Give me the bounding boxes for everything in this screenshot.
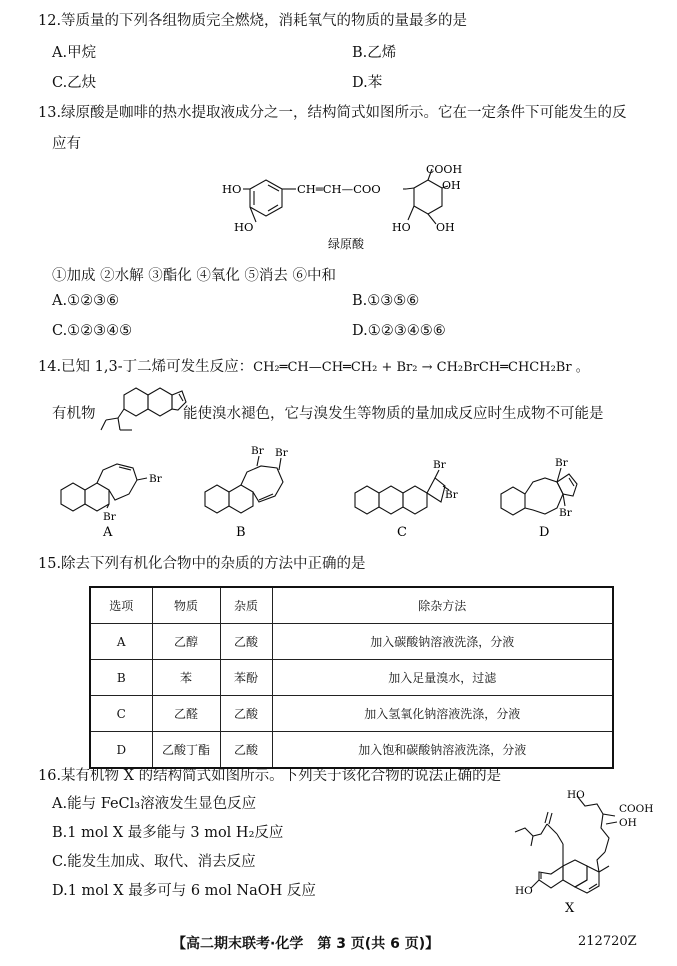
q12-option-a: A.甲烷 (52, 45, 97, 61)
q13-option-a: A.①②③⑥ (52, 293, 120, 309)
q13-option-c: C.①②③④⑤ (52, 323, 133, 339)
cell: 乙酸 (220, 624, 272, 660)
q16-option-b: B.1 mol X 最多能与 3 mol H₂反应 (52, 825, 284, 841)
q16-option-d: D.1 mol X 最多可与 6 mol NaOH 反应 (52, 883, 316, 899)
oh-label-2: OH (436, 221, 455, 234)
cell: 乙酸 (220, 696, 272, 732)
header-cell: 物质 (152, 587, 220, 624)
compound-name: X (565, 901, 575, 916)
q16-stem: 16.某有机物 X 的结构简式如图所示。下列关于该化合物的说法正确的是 (38, 768, 502, 784)
q14-stem (38, 355, 589, 376)
q13-reactions: ①加成 ②水解 ③酯化 ④氧化 ⑤消去 ⑥中和 (52, 268, 337, 284)
oh-label: OH (619, 817, 637, 829)
footer-code: 212720Z (578, 934, 637, 949)
q16-option-c: C.能发生加成、取代、消去反应 (52, 854, 256, 870)
q13-option-d: D.①②③④⑤⑥ (352, 323, 446, 339)
cell: 乙醛 (152, 696, 220, 732)
footer-page-info: 【高二期末联考·化学 第 3 页(共 6 页)】 (172, 936, 440, 952)
cooh-label: COOH (426, 163, 463, 176)
cooh-label: COOH (619, 803, 654, 815)
cell: 加入氢氧化钠溶液洗涤，分液 (272, 696, 613, 732)
header-cell: 杂质 (220, 587, 272, 624)
compound-x-structure (505, 788, 665, 928)
cell: 加入碳酸钠溶液洗涤，分液 (272, 624, 613, 660)
cell: 乙酸 (220, 732, 272, 769)
q16-option-a: A.能与 FeCl₃溶液发生显色反应 (52, 796, 257, 812)
q15-table (89, 586, 614, 769)
label-b: B (236, 525, 246, 540)
cell: 加入饱和碳酸钠溶液洗涤，分液 (272, 732, 613, 769)
header-cell: 选项 (90, 587, 152, 624)
ho-label-1: HO (222, 182, 242, 196)
cell: A (90, 624, 152, 660)
oh-label-1: OH (442, 179, 461, 192)
cell: 加入足量溴水，过滤 (272, 660, 613, 696)
structure-caption: 绿原酸 (328, 237, 365, 251)
cell: 乙酸丁酯 (152, 732, 220, 769)
br-label-c2: Br (445, 489, 458, 501)
cell: B (90, 660, 152, 696)
label-a: A (103, 525, 113, 540)
table-row (90, 696, 613, 732)
q12-option-b: B.乙烯 (352, 45, 397, 61)
table-row (90, 624, 613, 660)
ho-label-3: HO (392, 221, 411, 234)
label-c: C (397, 525, 407, 540)
q14-stem-prefix: 14.已知 1,3-丁二烯可发生反应： (38, 359, 254, 375)
q13-stem-line2: 应有 (52, 136, 81, 152)
q14-option-structures (45, 440, 645, 540)
q12-option-d: D.苯 (352, 75, 383, 91)
ho-label-top: HO (567, 789, 585, 801)
br-label-b1: Br (251, 445, 264, 457)
organic-molecule-structure (98, 382, 188, 436)
cell: 苯 (152, 660, 220, 696)
br-label-d2: Br (559, 507, 572, 519)
br-label-d1: Br (555, 457, 568, 469)
cell: C (90, 696, 152, 732)
table-row (90, 660, 613, 696)
q15-stem: 15.除去下列有机化合物中的杂质的方法中正确的是 (38, 556, 366, 572)
cell: D (90, 732, 152, 769)
br-label-a2: Br (103, 511, 116, 523)
q14-line2-prefix: 有机物 (52, 406, 96, 422)
br-label-a: Br (149, 473, 162, 485)
cell: 苯酚 (220, 660, 272, 696)
br-label-c1: Br (433, 459, 446, 471)
q13-stem-line1: 13.绿原酸是咖啡的热水提取液成分之一，结构简式如图所示。它在一定条件下可能发生的反 (38, 105, 627, 121)
q12-option-c: C.乙炔 (52, 75, 97, 91)
ho-label-2: HO (234, 220, 254, 234)
chain-label: CH═CH—COO (297, 182, 381, 196)
header-cell: 除杂方法 (272, 587, 613, 624)
table-row (90, 732, 613, 769)
table-header-row (90, 587, 613, 624)
br-label-b2: Br (275, 447, 288, 459)
q14-line2-suffix: 能使溴水褪色，它与溴发生等物质的量加成反应时生成物不可能是 (183, 406, 604, 422)
q13-option-b: B.①③⑤⑥ (352, 293, 420, 309)
cell: 乙醇 (152, 624, 220, 660)
q12-stem: 12.等质量的下列各组物质完全燃烧，消耗氧气的物质的量最多的是 (38, 13, 468, 29)
butadiene-equation: CH₂═CH—CH═CH₂ + Br₂ → CH₂BrCH═CHCH₂Br 。 (253, 360, 589, 375)
ho-label-bottom: HO (515, 885, 533, 897)
chlorogenic-acid-structure (210, 158, 500, 253)
label-d: D (539, 525, 550, 540)
